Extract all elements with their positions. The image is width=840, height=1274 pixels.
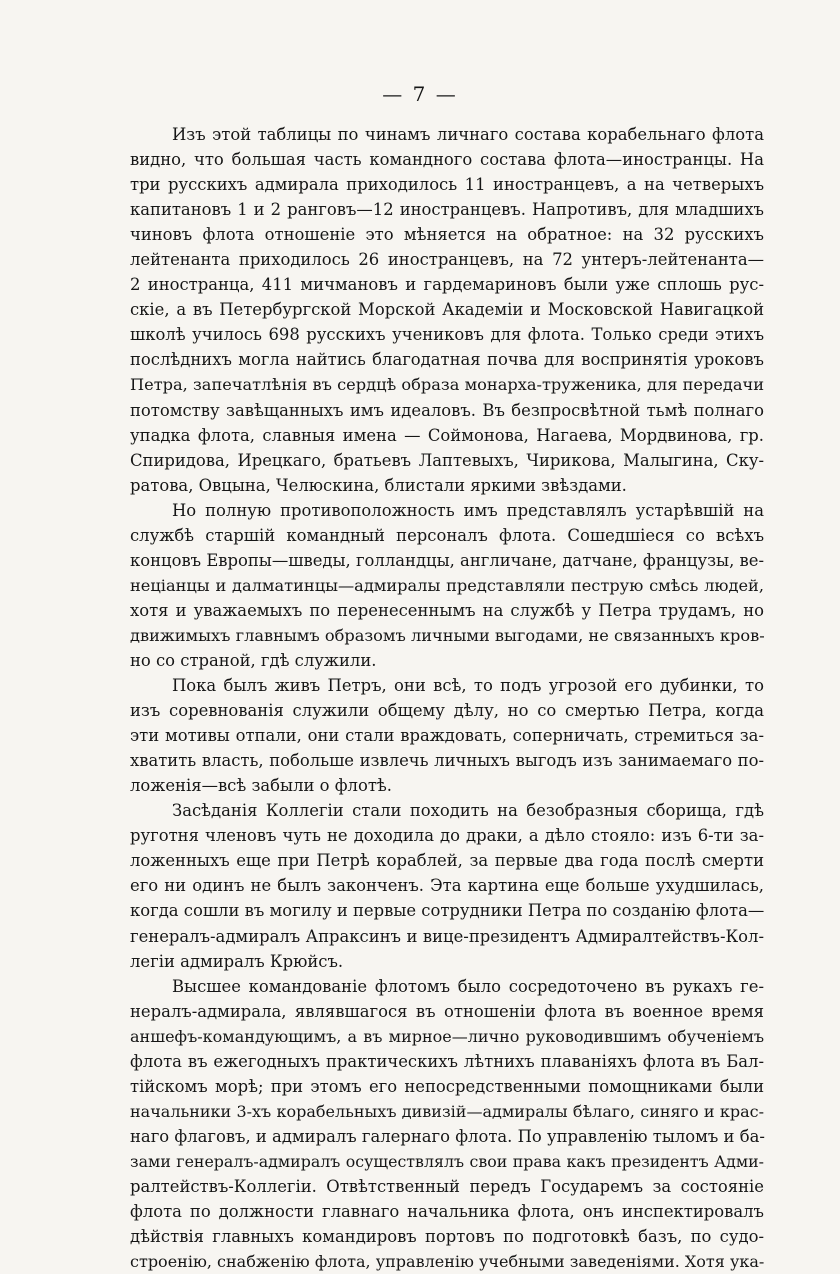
text-line: зами генералъ-адмиралъ осуществлялъ свои права какъ президентъ Адми- <box>130 1151 764 1171</box>
text-line: концовъ Европы—шведы, голландцы, англичане, датчане, французы, ве- <box>130 550 764 570</box>
text-line: наго флаговъ, и адмиралъ галернаго флота. По управленію тыломъ и ба- <box>130 1126 765 1146</box>
text-line: скіе, а въ Петербургской Морской Академіи и Московской Навигацкой <box>130 300 764 320</box>
text-line: изъ соревнованія служили общему дѣлу, но со смертью Петра, когда <box>130 701 764 721</box>
text-line: три русскихъ адмирала приходилось 11 иностранцевъ, а на четверыхъ <box>130 175 764 195</box>
text-line: нералъ-адмирала, являвшагося въ отношеніи флота въ военное время <box>130 1001 764 1021</box>
text-line: хватить власть, побольше извлечь личныхъ выгодъ изъ занимаемаго по- <box>130 751 764 771</box>
text-line: видно, что большая часть командного состава флота—иностранцы. На <box>130 150 764 170</box>
text-line: руготня членовъ чуть не доходила до драки, а дѣло стояло: изъ 6-ти за- <box>130 826 764 846</box>
text-line: аншефъ-командующимъ, а въ мирное—лично руководившимъ обученіемъ <box>130 1026 764 1046</box>
text-line: службѣ старшій командный персоналъ флота. Сошедшіеся со всѣхъ <box>130 525 764 545</box>
text-line: генералъ-адмиралъ Апраксинъ и вице-президентъ Адмиралтействъ-Кол- <box>130 926 764 946</box>
text-line: Высшее командованіе флотомъ было сосредоточено въ рукахъ ге- <box>172 976 764 996</box>
text-line: хотя и уважаемыхъ по перенесеннымъ на службѣ у Петра трудамъ, но <box>130 600 764 620</box>
text-line: Засѣданія Коллегіи стали походить на безобразныя сборища, гдѣ <box>172 801 764 821</box>
text-line: Пока былъ живъ Петръ, они всѣ, то подъ угрозой его дубинки, то <box>172 676 764 696</box>
text-line: капитановъ 1 и 2 ранговъ—12 иностранцевъ. Напротивъ, для младшихъ <box>130 200 764 220</box>
text-line: строенію, снабженію флота, управленію учебными заведеніями. Хотя ука- <box>130 1252 765 1272</box>
text-line: Но полную противоположность имъ представлялъ устарѣвшій на <box>172 500 764 520</box>
text-line: Изъ этой таблицы по чинамъ личнаго состава корабельнаго флота <box>172 125 764 144</box>
text-line: послѣднихъ могла найтись благодатная почва для воспринятія уроковъ <box>130 350 764 370</box>
text-line: дѣйствія главныхъ командировъ портовъ по подготовкѣ базъ, по судо- <box>130 1227 764 1247</box>
text-line: нецiанцы и далматинцы—адмиралы представляли пеструю смѣсь людей, <box>130 575 764 595</box>
text-line: чиновъ флота отношеніе это мѣняется на обратное: на 32 русскихъ <box>130 225 764 245</box>
text-line: упадка флота, славныя имена — Соймонова, Нагаева, Мордвинова, гр. <box>130 425 764 445</box>
text-line: школѣ училось 698 русскихъ учениковъ для флота. Только среди этихъ <box>130 325 764 345</box>
text-line: лейтенанта приходилось 26 иностранцевъ, на 72 унтеръ-лейтенанта— <box>130 250 764 270</box>
text-line: эти мотивы отпали, они стали враждовать, соперничать, стремиться за- <box>130 726 764 746</box>
page-number: — 7 — <box>382 82 458 106</box>
text-line: но со страной, гдѣ служили. <box>130 650 377 670</box>
text-line: когда сошли въ могилу и первые сотрудники Петра по созданію флота— <box>130 901 765 921</box>
text-line: 2 иностранца, 411 мичмановъ и гардемариновъ были уже сплошь рус- <box>130 275 764 295</box>
text-line: тійскомъ морѣ; при этомъ его непосредственными помощниками были <box>130 1076 764 1096</box>
text-line: движимыхъ главнымъ образомъ личными выгодами, не связанныхъ кров- <box>130 625 765 645</box>
text-line: ратова, Овцына, Челюскина, блистали яркими звѣздами. <box>130 475 627 495</box>
text-line: потомству завѣщанныхъ имъ идеаловъ. Въ безпросвѣтной тьмѣ полнаго <box>130 400 764 420</box>
body-text <box>130 122 764 1274</box>
text-line: Спиридова, Ирецкаго, братьевъ Лаптевыхъ, Чирикова, Малыгина, Ску- <box>130 450 764 470</box>
text-line: ложенныхъ еще при Петрѣ кораблей, за первые два года послѣ смерти <box>130 851 764 871</box>
text-line: Петра, запечатлѣнія въ сердцѣ образа монарха-труженика, для передачи <box>130 375 764 395</box>
text-line: ложенія—всѣ забыли о флотѣ. <box>130 776 392 796</box>
text-line: ралтействъ-Коллегіи. Отвѣтственный передъ Государемъ за состояніе <box>130 1176 764 1196</box>
text-line: флота въ ежегодныхъ практическихъ лѣтнихъ плаваніяхъ флота въ Бал- <box>130 1051 764 1071</box>
text-line: легіи адмиралъ Крюйсъ. <box>130 951 344 971</box>
text-line: его ни одинъ не былъ законченъ. Эта картина еще больше ухудшилась, <box>130 876 764 896</box>
text-line: флота по должности главнаго начальника флота, онъ инспектировалъ <box>130 1202 764 1222</box>
text-line: начальники 3-хъ корабельныхъ дивизій—адмиралы бѣлаго, синяго и крас- <box>130 1101 764 1121</box>
